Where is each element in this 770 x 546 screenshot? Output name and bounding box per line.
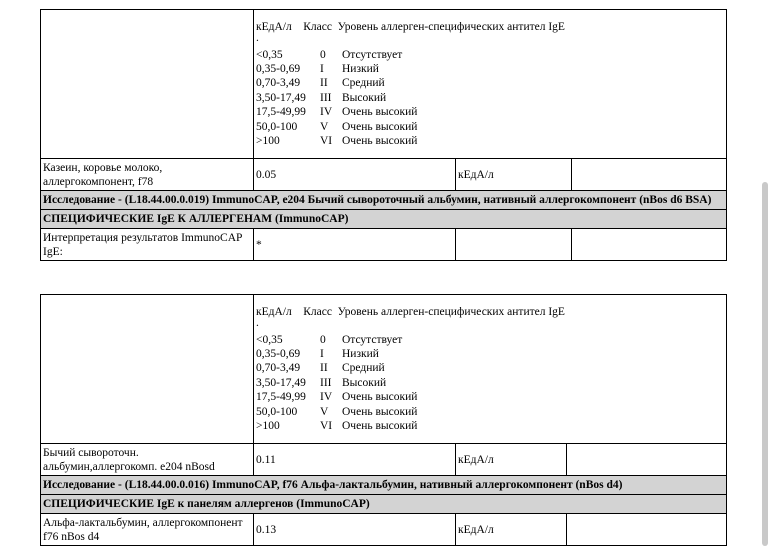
reference-row-b2-5: 50,0-100 V Очень высокий [256,405,418,418]
result-unit-b2: кЕдА/л [456,444,567,476]
reference-row-2: 0,70-3,49 II Средний [256,77,385,90]
interpretation-row [41,229,727,261]
next-result-row [41,514,727,546]
study-header-row-b2 [41,476,727,495]
next-result-extra [567,514,727,546]
reference-row-6: >100 VI Очень высокий [256,134,418,147]
interpretation-label: Интерпретация результатов ImmunoCAP IgE: [41,229,254,261]
study-header-row [41,191,727,210]
result-value: 0.05 [254,159,456,191]
reference-row-1: 0,35-0,69 I Низкий [256,63,379,76]
section-header: СПЕЦИФИЧЕСКИЕ IgE К АЛЛЕРГЕНАМ (ImmunoCAP) [41,210,727,229]
reference-row-b2-4: 17,5-49,99 IV Очень высокий [256,391,418,404]
reference-row-3: 3,50-17,49 III Высокий [256,91,387,104]
reference-row-4: 17,5-49,99 IV Очень высокий [256,106,418,119]
section-header-row-b2 [41,495,727,514]
reference-row-0: <0,35 0 Отсутствует [256,48,403,61]
next-result-value: 0.13 [254,514,456,546]
scrollbar[interactable] [760,0,770,546]
reference-row [41,10,727,159]
result-name: Казеин, коровье молоко, аллергокомпонент, f78 [41,159,254,191]
result-value-b2: 0.11 [254,444,456,476]
result-row-b2 [41,444,727,476]
section-header-b2: СПЕЦИФИЧЕСКИЕ IgE к панелям аллергенов (ImmunoCAP) [41,495,727,514]
reference-label-cell-b2 [41,295,254,444]
reference-header-b2: кЕдА/л Класс Уровень аллерген-специфических антител IgE [256,305,565,318]
interpretation-value: * [254,229,456,261]
results-table-2 [40,294,727,546]
reference-row-b2-1: 0,35-0,69 I Низкий [256,348,379,361]
study-header-b2: Исследование - (L18.44.00.0.016) ImmunoCAP, f76 Альфа-лактальбумин, нативный аллергокомпонент (nBos d4) [41,476,727,495]
reference-row-5: 50,0-100 V Очень высокий [256,120,418,133]
results-table-1 [40,9,727,261]
reference-row-b2-2: 0,70-3,49 II Средний [256,362,385,375]
reference-values-cell [254,10,727,159]
section-header-row [41,210,727,229]
scrollbar-thumb[interactable] [762,182,768,546]
next-result-unit: кЕдА/л [456,514,567,546]
interpretation-unit [456,229,572,261]
reference-row-b2-0: <0,35 0 Отсутствует [256,333,403,346]
reference-dot-b2: . [256,316,259,329]
reference-row-b2 [41,295,727,444]
next-result-name: Альфа-лактальбумин, аллергокомпонент f76 nBos d4 [41,514,254,546]
study-header: Исследование - (L18.44.00.0.019) ImmunoCAP, e204 Бычий сывороточный альбумин, нативный аллергокомпонент (nBos d6 BSA) [41,191,727,210]
result-row [41,159,727,191]
result-extra-b2 [567,444,727,476]
reference-label-cell [41,10,254,159]
reference-row-b2-6: >100 VI Очень высокий [256,419,418,432]
reference-header: кЕдА/л Класс Уровень аллерген-специфических антител IgE [256,20,565,33]
interpretation-extra [572,229,727,261]
reference-values-cell-b2 [254,295,727,444]
result-name-b2: Бычий сывороточн. альбумин,аллергокомп. e204 nBosd [41,444,254,476]
reference-dot: . [256,31,259,44]
result-unit: кЕдА/л [456,159,572,191]
reference-row-b2-3: 3,50-17,49 III Высокий [256,376,387,389]
result-extra [572,159,727,191]
